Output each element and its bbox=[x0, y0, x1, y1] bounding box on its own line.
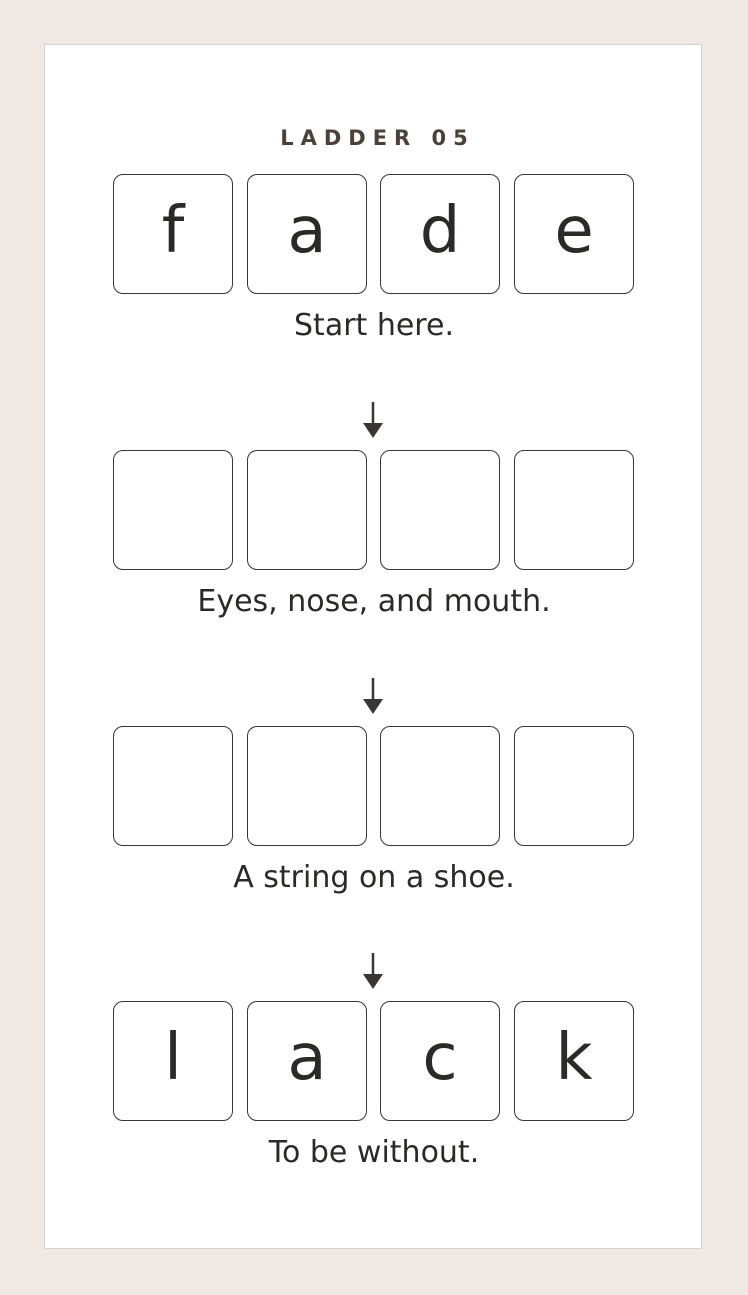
tile-row bbox=[113, 726, 635, 848]
letter-tile[interactable] bbox=[380, 1001, 500, 1121]
letter-tile[interactable] bbox=[380, 726, 500, 846]
tile-letter: a bbox=[287, 194, 327, 268]
letter-tile[interactable] bbox=[113, 174, 233, 294]
arrow-down-icon bbox=[361, 677, 385, 715]
clue-text: A string on a shoe. bbox=[233, 860, 515, 895]
letter-tile[interactable] bbox=[113, 1001, 233, 1121]
arrow-down-icon bbox=[361, 401, 385, 439]
arrow-down-icon bbox=[361, 952, 385, 990]
tile-letter: e bbox=[554, 194, 594, 268]
letter-tile[interactable] bbox=[380, 174, 500, 294]
tile-row bbox=[113, 1001, 635, 1123]
tile-letter: d bbox=[419, 194, 461, 268]
clue-text: Eyes, nose, and mouth. bbox=[197, 584, 551, 619]
rung-3 bbox=[113, 726, 635, 895]
letter-tile[interactable] bbox=[247, 1001, 367, 1121]
letter-tile[interactable] bbox=[247, 726, 367, 846]
letter-tile[interactable] bbox=[514, 174, 634, 294]
tile-letter: l bbox=[164, 1021, 182, 1095]
tile-letter: f bbox=[161, 194, 185, 268]
rung-2 bbox=[113, 450, 635, 619]
letter-tile[interactable] bbox=[514, 726, 634, 846]
clue-text: To be without. bbox=[268, 1135, 480, 1170]
tile-letter: a bbox=[287, 1021, 327, 1095]
tile-row bbox=[113, 450, 635, 572]
letter-tile[interactable] bbox=[247, 450, 367, 570]
letter-tile[interactable] bbox=[247, 174, 367, 294]
clue-text: Start here. bbox=[294, 308, 454, 343]
puzzle-title: LADDER 05 bbox=[280, 126, 475, 150]
tile-letter: c bbox=[422, 1021, 458, 1095]
letter-tile[interactable] bbox=[514, 450, 634, 570]
letter-tile[interactable] bbox=[113, 726, 233, 846]
rung-start bbox=[113, 174, 635, 343]
tile-letter: k bbox=[555, 1021, 593, 1095]
letter-tile[interactable] bbox=[514, 1001, 634, 1121]
letter-tile[interactable] bbox=[380, 450, 500, 570]
tile-row bbox=[113, 174, 635, 296]
letter-tile[interactable] bbox=[113, 450, 233, 570]
rung-end bbox=[113, 1001, 635, 1170]
